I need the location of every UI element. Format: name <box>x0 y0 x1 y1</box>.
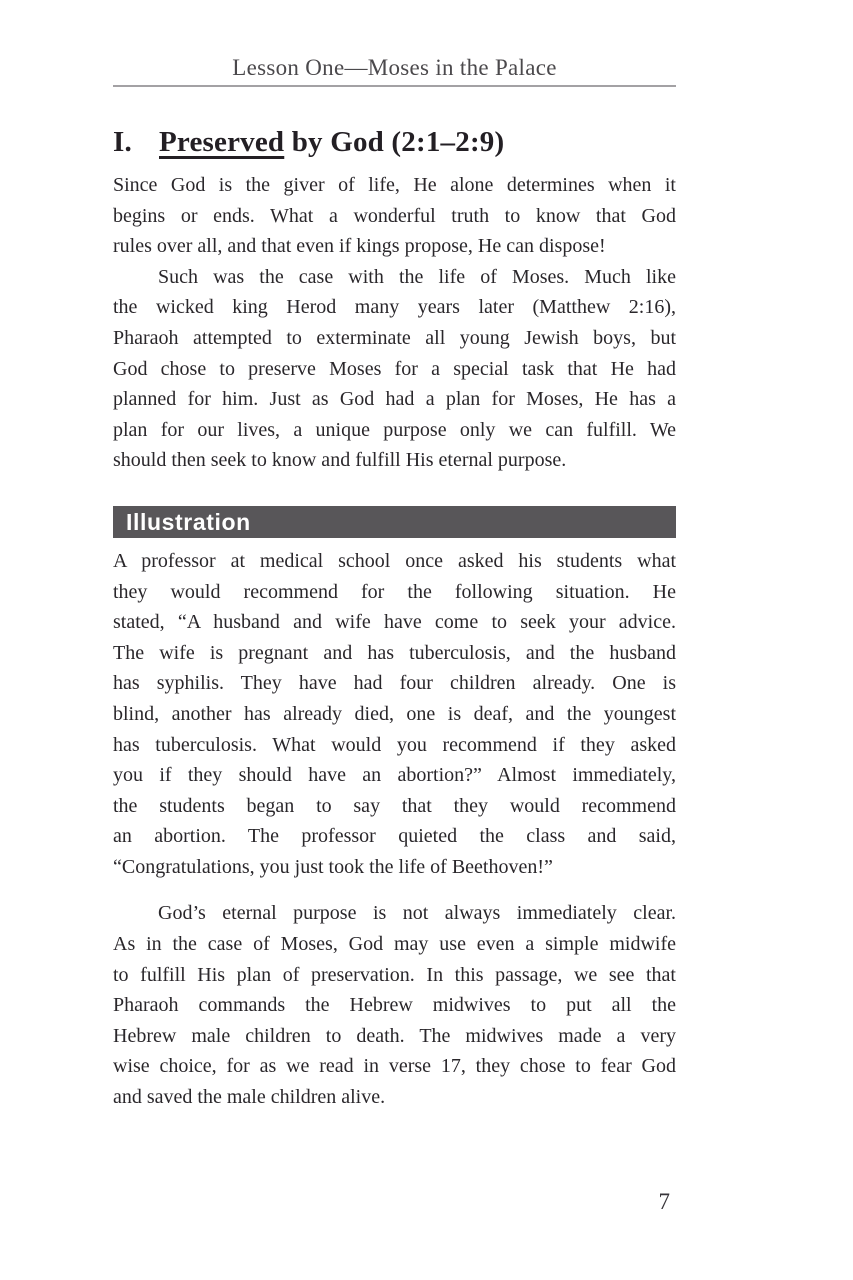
text-line: Such was the case with the life of Moses. Much like <box>158 265 676 288</box>
text-line: and saved the male children alive. <box>113 1086 386 1109</box>
text-line: should then seek to know and fulfill His eternal purpose. <box>113 449 567 472</box>
text-line: they would recommend for the following situation. He <box>113 580 676 603</box>
page-number: 7 <box>658 1189 670 1214</box>
text-line: rules over all, and that even if kings propose, He can dispose! <box>113 235 606 258</box>
text-line: The wife is pregnant and has tuberculosis, and the husband <box>113 641 676 664</box>
section-numeral: I. <box>113 126 132 158</box>
text-line: Since God is the giver of life, He alone determines when it <box>113 174 676 196</box>
text-line: “Congratulations, you just took the life of Beethoven!” <box>113 855 553 878</box>
conclusion-paragraph <box>113 898 676 1112</box>
moses-paragraph <box>113 262 676 476</box>
body-text <box>113 170 676 1113</box>
text-line: the students began to say that they would recommend <box>113 794 676 817</box>
text-line: Pharaoh commands the Hebrew midwives to put all the <box>113 994 676 1017</box>
header-rule <box>113 85 676 87</box>
text-line: has tuberculosis. What would you recommend if they asked <box>113 733 676 756</box>
section-heading-text <box>159 126 504 159</box>
intro-paragraph <box>113 170 676 262</box>
text-line: God chose to preserve Moses for a special task that He had <box>113 357 676 380</box>
text-line: begins or ends. What a wonderful truth to know that God <box>113 204 676 227</box>
text-line: Pharaoh attempted to exterminate all young Jewish boys, but <box>113 326 676 349</box>
text-line: blind, another has already died, one is deaf, and the youngest <box>113 702 676 725</box>
text-line: A professor at medical school once asked his students what <box>113 549 676 572</box>
text-line: God’s eternal purpose is not always immediately clear. <box>158 902 676 925</box>
text-line: stated, “A husband and wife have come to seek your advice. <box>113 611 676 634</box>
section-heading <box>113 126 676 159</box>
text-line: to fulfill His plan of preservation. In this passage, we see that <box>113 963 676 986</box>
text-line: an abortion. The professor quieted the class and said, <box>113 825 676 848</box>
text-line: plan for our lives, a unique purpose only we can fulfill. We <box>113 418 676 441</box>
text-line: Hebrew male children to death. The midwives made a very <box>113 1024 676 1047</box>
text-line: has syphilis. They have had four children already. One is <box>113 672 676 695</box>
illustration-banner: Illustration <box>113 506 676 538</box>
section-heading-underlined-word: Preserved <box>159 126 285 158</box>
illustration-paragraph <box>113 546 676 883</box>
text-line: you if they should have an abortion?” Almost immediately, <box>113 764 676 787</box>
section-heading-rest: by God (2:1–2:9) <box>284 126 505 158</box>
text-line: As in the case of Moses, God may use even a simple midwife <box>113 933 676 956</box>
text-line: planned for him. Just as God had a plan for Moses, He has a <box>113 388 676 411</box>
running-header-title: Lesson One—Moses in the Palace <box>232 55 557 80</box>
text-line: wise choice, for as we read in verse 17, they chose to fear God <box>113 1055 676 1078</box>
text-line: the wicked king Herod many years later (Matthew 2:16), <box>113 296 676 319</box>
